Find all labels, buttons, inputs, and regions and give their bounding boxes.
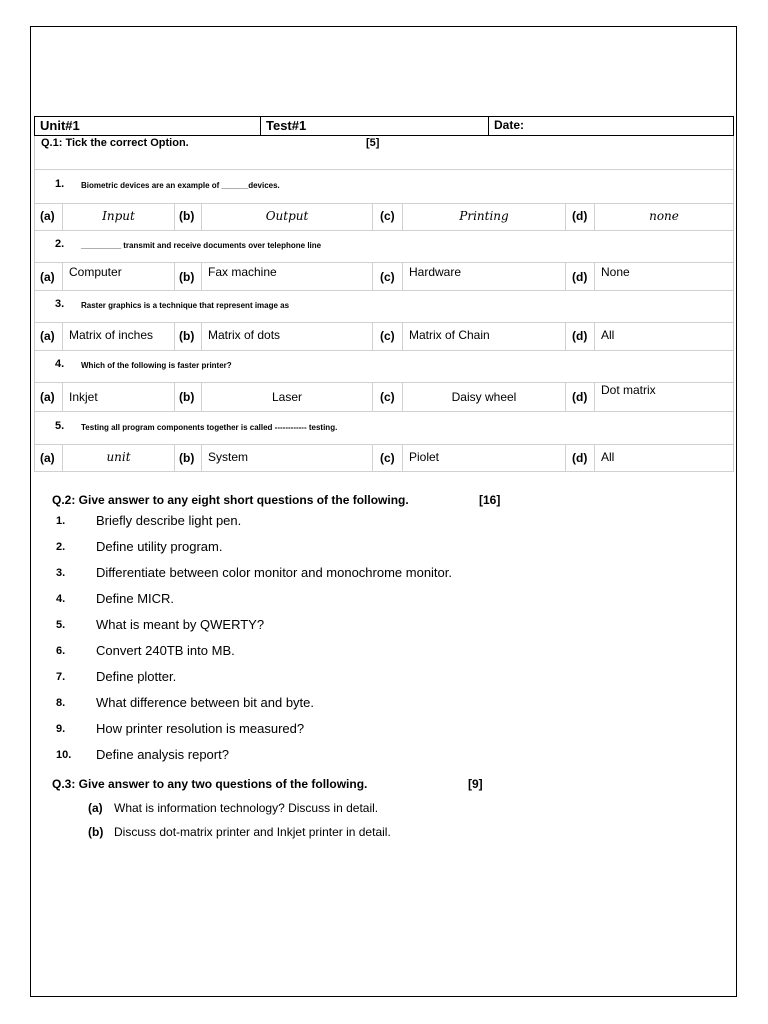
option-label-d: (d) [566, 445, 595, 471]
question-row [35, 412, 733, 445]
option-label-a: (a) [35, 445, 63, 471]
option-label-a: (a) [35, 204, 63, 230]
q1-marks: [5] [366, 137, 380, 149]
question-number: 4. [55, 358, 65, 370]
q1-title: Q.1: Tick the correct Option. [41, 137, 189, 149]
unit-cell: Unit#1 [35, 117, 261, 135]
option-a[interactable]: Inkjet [63, 383, 175, 411]
question-row [35, 291, 733, 323]
question-number: 2. [55, 238, 65, 250]
option-a[interactable]: Input [63, 204, 175, 230]
option-label-b: (b) [175, 383, 202, 411]
option-d[interactable]: none [649, 209, 679, 223]
q2-marks: [16] [479, 493, 501, 507]
option-b[interactable]: Output [202, 204, 373, 230]
option-label-c: (c) [373, 383, 403, 411]
option-c[interactable]: Daisy wheel [403, 383, 566, 411]
option-c[interactable]: Matrix of Chain [403, 323, 566, 350]
test-cell: Test#1 [261, 117, 489, 135]
option-c[interactable]: Piolet [403, 445, 566, 471]
question-number: 5. [55, 420, 65, 432]
question-text: Which of the following is faster printer? [81, 361, 232, 370]
options-row [35, 263, 733, 291]
option-c[interactable]: Hardware [403, 263, 566, 290]
option-label-d: (d) [566, 383, 595, 411]
option-label-a: (a) [35, 383, 63, 411]
option-label-c: (c) [373, 204, 403, 230]
list-item: (a) What is information technology? Discuss in detail. [88, 801, 379, 815]
question-text: Testing all program components together is called ------------ testing. [81, 423, 338, 432]
option-b[interactable]: Matrix of dots [202, 323, 373, 350]
options-row [35, 445, 733, 472]
option-a[interactable]: Matrix of inches [63, 323, 175, 350]
q1-title-row [35, 136, 733, 170]
option-d[interactable]: Dot matrix [601, 383, 656, 397]
q1-section [34, 136, 734, 472]
question-text: Biometric devices are an example of ______devices. [81, 181, 280, 190]
option-d[interactable]: None [601, 265, 630, 279]
option-label-b: (b) [175, 445, 202, 471]
list-item: (b) Discuss dot-matrix printer and Inkjet printer in detail. [88, 825, 391, 839]
q3-title: Q.3: Give answer to any two questions of the following. [52, 777, 368, 791]
options-row [35, 323, 733, 351]
option-d[interactable]: All [601, 450, 615, 464]
q3-marks: [9] [468, 777, 483, 791]
option-b[interactable]: Fax machine [202, 263, 373, 290]
question-row [35, 170, 733, 204]
header-table [34, 116, 734, 136]
date-cell: Date: [494, 118, 525, 132]
q2-title: Q.2: Give answer to any eight short questions of the following. [52, 493, 409, 507]
option-label-b: (b) [175, 204, 202, 230]
question-text: Raster graphics is a technique that represent image as [81, 301, 290, 310]
option-label-d: (d) [566, 204, 595, 230]
option-label-c: (c) [373, 323, 403, 350]
option-b[interactable]: Laser [202, 383, 373, 411]
option-a[interactable]: unit [63, 445, 175, 471]
options-row [35, 204, 733, 231]
option-label-a: (a) [35, 263, 63, 290]
option-a[interactable]: Computer [63, 263, 175, 290]
question-row [35, 231, 733, 263]
option-label-c: (c) [373, 445, 403, 471]
option-label-d: (d) [566, 263, 595, 290]
question-row [35, 351, 733, 383]
option-label-b: (b) [175, 323, 202, 350]
option-c[interactable]: Printing [403, 204, 566, 230]
option-b[interactable]: System [202, 445, 373, 471]
options-row [35, 383, 733, 412]
question-text: _________ transmit and receive documents over telephone line [81, 241, 322, 250]
option-label-d: (d) [566, 323, 595, 350]
option-label-b: (b) [175, 263, 202, 290]
option-d[interactable]: All [601, 328, 615, 342]
option-label-c: (c) [373, 263, 403, 290]
question-number: 3. [55, 298, 65, 310]
option-label-a: (a) [35, 323, 63, 350]
question-number: 1. [55, 178, 65, 190]
